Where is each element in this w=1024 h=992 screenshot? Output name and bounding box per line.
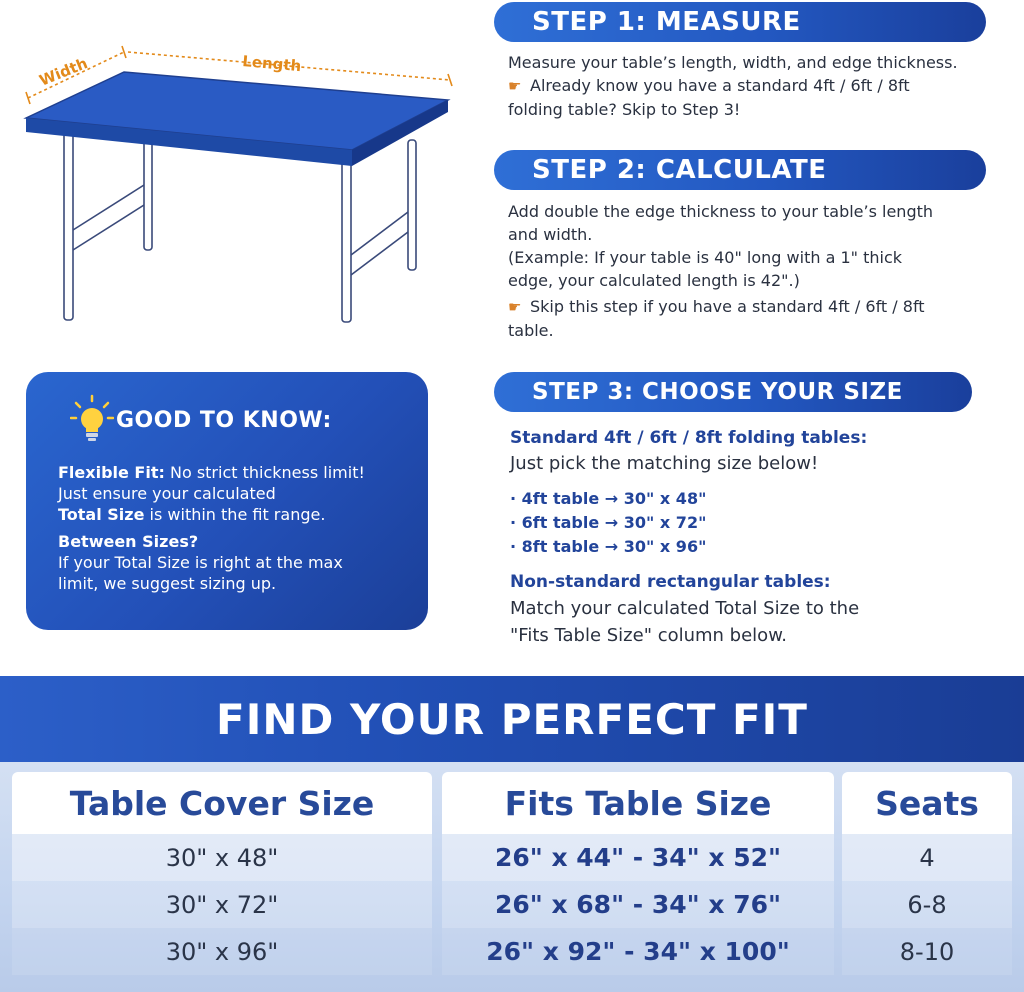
step-3-header [494,372,972,412]
step-3-text [510,426,1010,649]
step-1-line: folding table? Skip to Step 3! [508,100,741,119]
table-illustration [0,0,470,350]
pointing-hand-icon: ☛ [508,298,522,316]
fit-banner [0,676,1024,762]
size-bullet: · 4ft table → 30" x 48" [510,489,707,508]
step-3-title: STEP 3: CHOOSE YOUR SIZE [532,379,903,405]
fit-title: FIND YOUR PERFECT FIT [216,694,808,744]
step-2-line: table. [508,321,554,340]
step-2-header [494,150,986,190]
size-bullet: · 6ft table → 30" x 72" [510,513,707,532]
step-1-line: Measure your table’s length, width, and edge thickness. [508,53,958,72]
flexible-fit-text: is within the fit range. [144,505,326,524]
good-to-know-card [26,372,428,630]
step-1-title: STEP 1: MEASURE [532,7,801,37]
table-top [26,72,448,166]
between-sizes-label: Between Sizes? [58,532,199,551]
table-cell: 30" x 96" [12,928,432,975]
step-1-header [494,2,986,42]
table-cell: 6-8 [842,881,1012,928]
column-fits-size [442,772,834,992]
table-cell: 30" x 48" [12,834,432,881]
column-header: Seats [842,772,1012,834]
standard-tables-text: Just pick the matching size below! [510,453,819,474]
flexible-fit-label: Flexible Fit: [58,463,165,482]
column-header: Fits Table Size [442,772,834,834]
standard-tables-heading: Standard 4ft / 6ft / 8ft folding tables: [510,428,868,448]
table-cell: 26" x 92" - 34" x 100" [442,928,834,975]
flexible-fit-text: Just ensure your calculated [58,484,276,503]
table-cell: 30" x 72" [12,881,432,928]
step-1-line: Already know you have a standard 4ft / 6ft / 8ft [530,76,910,95]
step-2-text [508,200,1008,342]
step-2-title: STEP 2: CALCULATE [532,155,827,185]
column-seats [842,772,1012,992]
pointing-hand-icon: ☛ [508,77,522,95]
column-cover-size [12,772,432,992]
good-to-know-body [58,462,418,594]
table-cell: 26" x 44" - 34" x 52" [442,834,834,881]
table-cell: 4 [842,834,1012,881]
length-label: Length [241,52,302,76]
total-size-label: Total Size [58,505,145,524]
step-2-line: edge, your calculated length is 42".) [508,271,800,290]
flexible-fit-text: No strict thickness limit! [164,463,365,482]
size-bullet: · 8ft table → 30" x 96" [510,537,707,556]
nonstandard-tables-text: "Fits Table Size" column below. [510,625,787,646]
step-2-line: Skip this step if you have a standard 4ft / 6ft / 8ft [530,297,925,316]
step-1-text [508,51,1008,121]
step-2-line: Add double the edge thickness to your table’s length [508,202,934,221]
table-cell: 8-10 [842,928,1012,975]
size-table [0,762,1024,992]
step-2-line: (Example: If your table is 40" long with a 1" thick [508,248,902,267]
between-sizes-text: If your Total Size is right at the max [58,553,343,572]
nonstandard-tables-text: Match your calculated Total Size to the [510,598,860,619]
table-cell: 26" x 68" - 34" x 76" [442,881,834,928]
lightbulb-icon [70,394,114,444]
width-label: Width [36,54,91,90]
nonstandard-tables-heading: Non-standard rectangular tables: [510,572,831,592]
step-2-line: and width. [508,225,593,244]
column-header: Table Cover Size [12,772,432,834]
between-sizes-text: limit, we suggest sizing up. [58,574,277,593]
good-to-know-title: GOOD TO KNOW: [116,408,332,433]
